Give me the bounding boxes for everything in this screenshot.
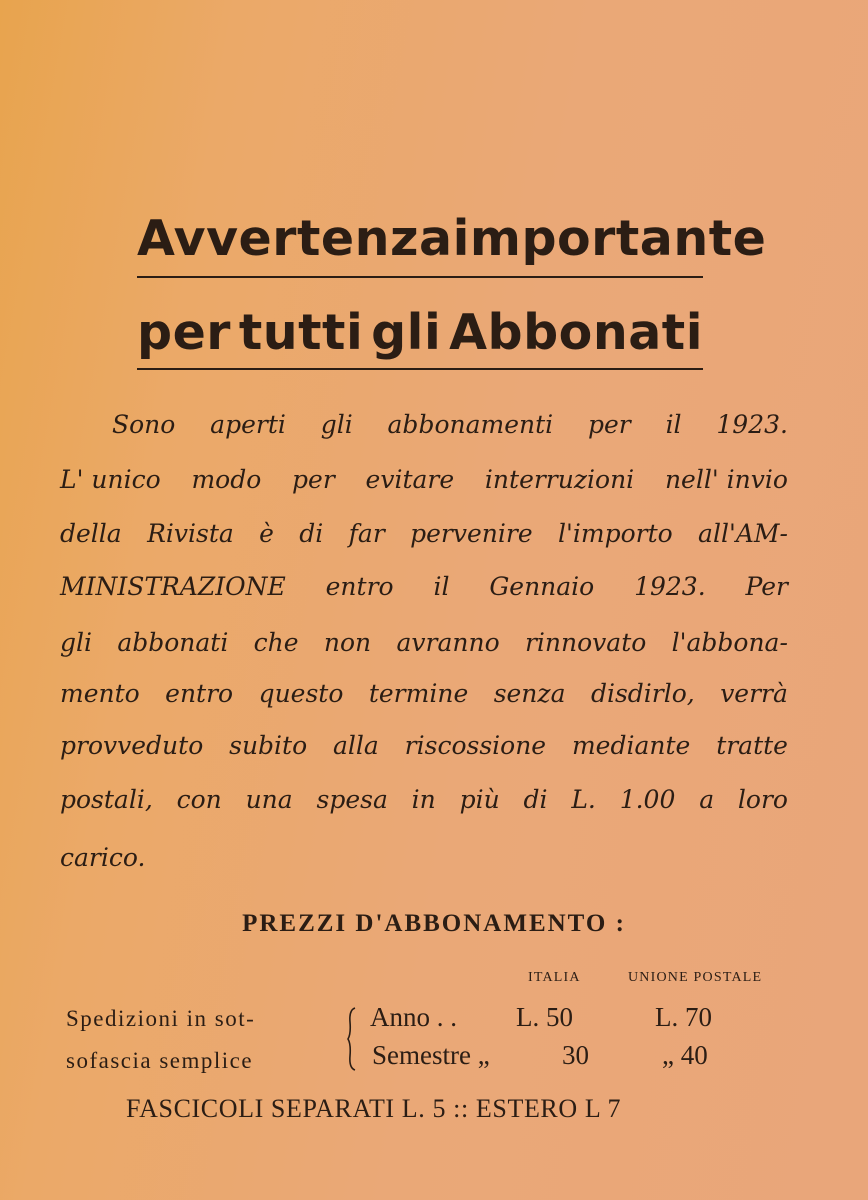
body-line-word: entro: [325, 572, 394, 601]
body-line-word: 1923.: [634, 572, 706, 601]
body-line-word: tratte: [716, 731, 788, 760]
body-line-word: una: [245, 785, 293, 814]
body-line-word: per: [587, 410, 631, 439]
body-line-word: più: [459, 785, 500, 814]
body-line-word: MINISTRAZIONE: [60, 572, 286, 601]
title-line-1: [137, 210, 767, 267]
body-line-word: carico.: [60, 843, 146, 872]
body-line: [60, 521, 788, 546]
body-line-word: a: [699, 785, 715, 814]
body-line-word: il: [433, 572, 450, 601]
shipping-label-line-2: sofascia semplice: [66, 1048, 254, 1073]
body-line-word: gli: [320, 410, 353, 439]
body-line-word: abbonati: [117, 628, 229, 657]
row-semestre-unione: „ 40: [662, 1040, 708, 1070]
body-line-word: è: [259, 519, 274, 548]
row-semestre-period: Semestre „: [372, 1040, 490, 1070]
prices-heading: PREZZI D'ABBONAMENTO :: [242, 910, 626, 937]
body-line-word: entro: [165, 679, 234, 708]
title-2-word: Abbonati: [449, 304, 703, 361]
body-line-word: Per: [745, 572, 788, 601]
body-line-word: subito: [229, 731, 308, 760]
body-line-word: questo: [258, 679, 344, 708]
body-line-word: alla: [333, 731, 379, 760]
body-line-word: della: [60, 519, 122, 548]
body-line-word: abbonamenti: [387, 410, 554, 439]
row-semestre-italia: 30: [562, 1040, 589, 1070]
body-line-word: mediante: [571, 731, 691, 760]
body-line-word: riscossione: [404, 731, 547, 760]
body-line-word: modo: [191, 465, 262, 494]
body-line-word: l'importo: [558, 519, 673, 548]
body-line: [60, 467, 788, 492]
body-line-word: 1923.: [716, 410, 788, 439]
body-line-word: spesa: [316, 785, 388, 814]
body-line-word: 1.00: [619, 785, 676, 814]
body-line-word: per: [292, 465, 335, 494]
body-line-word: loro: [737, 785, 788, 814]
body-line-word: mento: [60, 679, 140, 708]
row-anno-italia: L. 50: [516, 1002, 573, 1032]
body-line-word: far: [348, 519, 385, 548]
shipping-label-line-1: Spedizioni in sot-: [66, 1006, 256, 1031]
body-line: [60, 787, 788, 812]
footer-line: FASCICOLI SEPARATI L. 5 :: ESTERO L 7: [126, 1094, 622, 1123]
body-line-word: Rivista: [147, 519, 234, 548]
body-line-word: Gennaio: [489, 572, 595, 601]
body-line-word: verrà: [720, 679, 788, 708]
body-line: [60, 845, 788, 870]
body-line-word: di: [523, 785, 548, 814]
row-anno-period: Anno . .: [370, 1002, 457, 1032]
body-line-word: avranno: [396, 628, 500, 657]
body-line: [112, 412, 788, 437]
body-line-word: L.: [571, 785, 596, 814]
column-header-unione-postale: UNIONE POSTALE: [628, 970, 763, 985]
body-line-word: l'abbona-: [671, 628, 788, 657]
body-line-word: aperti: [210, 410, 286, 439]
body-line-word: in: [411, 785, 436, 814]
body-line-word: nell' invio: [664, 465, 788, 494]
body-line-word: gli: [60, 628, 92, 657]
body-line-word: postali,: [60, 785, 153, 814]
body-line-word: termine: [368, 679, 469, 708]
body-line: [60, 681, 788, 706]
body-line-word: evitare: [365, 465, 455, 494]
brace-icon: [347, 1006, 357, 1072]
row-anno-unione: L. 70: [655, 1002, 712, 1032]
body-line-word: pervenire: [410, 519, 533, 548]
body-line: [60, 574, 788, 599]
title-1-word: Avvertenza: [137, 210, 453, 267]
title-2-word: tutti: [238, 304, 364, 361]
title-underline-2: [137, 368, 703, 370]
body-line-word: di: [299, 519, 324, 548]
body-line-word: all'AM-: [698, 519, 788, 548]
body-line-word: provveduto: [60, 731, 204, 760]
body-line-word: senza: [493, 679, 566, 708]
body-line: [60, 630, 788, 655]
body-line-word: non: [323, 628, 372, 657]
body-line-word: interruzioni: [484, 465, 635, 494]
title-1-word: importante: [452, 210, 767, 267]
body-line-word: Sono: [112, 410, 176, 439]
body-line-word: che: [253, 628, 299, 657]
body-line-word: con: [176, 785, 222, 814]
body-line-word: L' unico: [60, 465, 161, 494]
body-line: [60, 733, 788, 758]
body-line-word: rinnovato: [524, 628, 647, 657]
title-2-word: gli: [371, 304, 442, 361]
title-2-word: per: [137, 304, 231, 361]
body-line-word: il: [665, 410, 682, 439]
title-line-2: [137, 304, 703, 361]
body-line-word: disdirlo,: [590, 679, 695, 708]
column-header-italia: ITALIA: [528, 970, 581, 985]
title-underline-1: [137, 276, 703, 278]
